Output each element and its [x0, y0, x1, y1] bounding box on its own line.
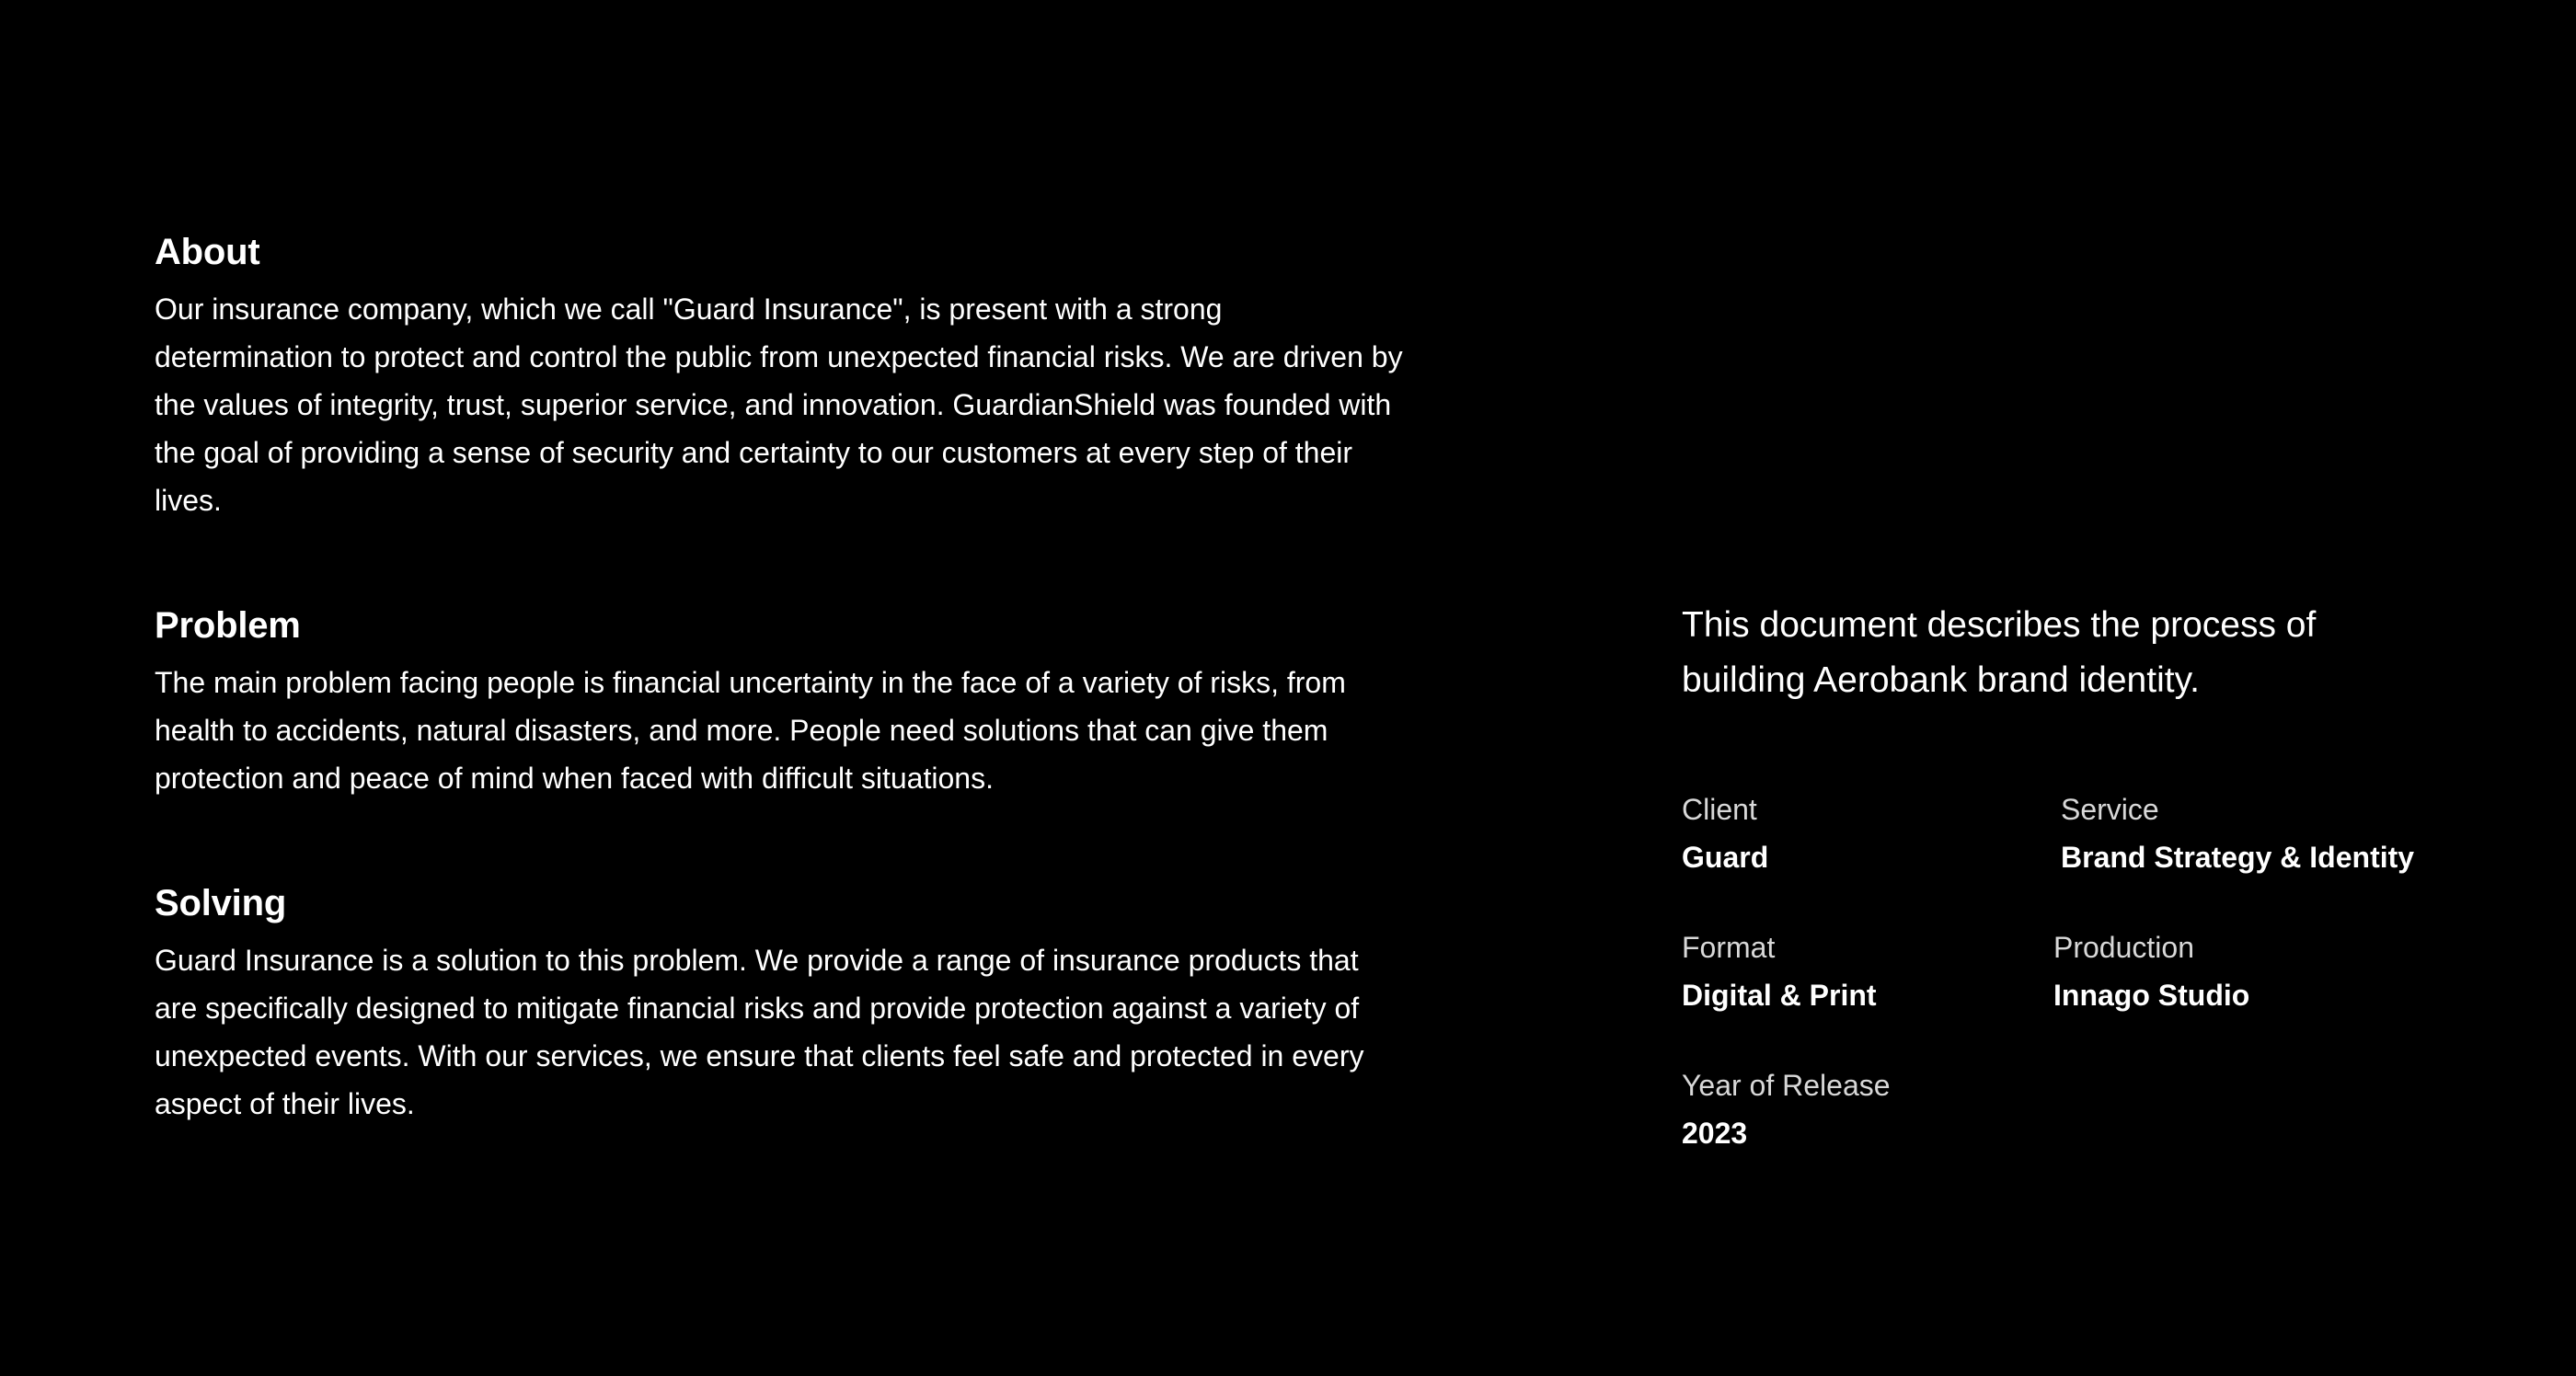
year-label: Year of Release	[1682, 1069, 1891, 1102]
meta-year	[1682, 1065, 1891, 1153]
about-section	[155, 228, 1406, 524]
solving-section	[155, 879, 1406, 1128]
project-description	[155, 228, 1406, 1128]
meta-row	[1682, 927, 2510, 1065]
solving-text: Guard Insurance is a solution to this problem. We provide a range of insurance products that are specifically designed to mitigate financial risks and provide protection against a variety of unexpected events. With our services, we ensure that clients feel safe and protected in every aspect of their lives.	[155, 944, 1364, 1120]
client-label: Client	[1682, 793, 1757, 826]
service-label: Service	[2061, 793, 2159, 826]
meta-service	[2061, 789, 2414, 877]
format-value: Digital & Print	[1682, 979, 1877, 1012]
format-label: Format	[1682, 931, 1776, 964]
meta-row	[1682, 789, 2510, 927]
meta-format	[1682, 927, 1877, 1015]
production-value: Innago Studio	[2053, 979, 2250, 1012]
about-text: Our insurance company, which we call "Guard Insurance", is present with a strong determination to protect and control the public from unexpected financial risks. We are driven by the values of integrity, trust, superior service, and innovation. GuardianShield was founded with the goal of providing a sense of security and certainty to our customers at every step of their lives.	[155, 292, 1403, 517]
client-value: Guard	[1682, 841, 1769, 874]
problem-heading: Problem	[155, 605, 301, 646]
intro-text: This document describes the process of building Aerobank brand identity.	[1682, 605, 2317, 700]
project-details	[1682, 598, 2510, 1203]
meta-row	[1682, 1065, 2510, 1203]
about-heading: About	[155, 232, 260, 272]
meta-client	[1682, 789, 1768, 877]
meta-grid	[1682, 789, 2510, 1203]
meta-production	[2053, 927, 2249, 1015]
solving-heading: Solving	[155, 883, 287, 923]
service-value: Brand Strategy & Identity	[2061, 841, 2415, 874]
production-label: Production	[2053, 931, 2194, 964]
problem-text: The main problem facing people is financial uncertainty in the face of a variety of risks, from health to accidents, natural disasters, and more. People need solutions that can give them protection and peace of mind when faced with difficult situations.	[155, 666, 1346, 795]
year-value: 2023	[1682, 1117, 1748, 1150]
problem-section	[155, 602, 1406, 802]
